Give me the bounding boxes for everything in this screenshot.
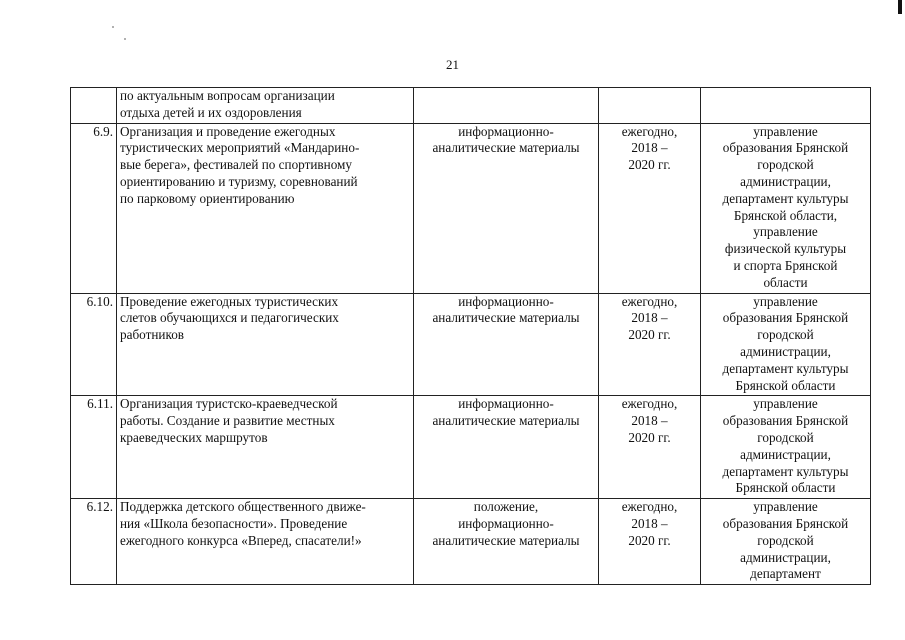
event-line: краеведческих маршрутов (120, 429, 268, 445)
form-line: аналитические материалы (432, 140, 580, 156)
activity-plan-table (70, 87, 871, 585)
responsible-line: образования Брянской (722, 140, 849, 156)
form-line: информационно- (458, 123, 554, 139)
responsible-cell (701, 499, 871, 585)
form-cell (414, 499, 599, 585)
term-line: 2020 гг. (628, 157, 671, 173)
responsible-line: Брянской области, (733, 207, 838, 223)
responsible-cell (701, 396, 871, 499)
event-cell (117, 396, 414, 499)
responsible-line: управление (753, 123, 818, 139)
responsible-line: физической культуры (724, 241, 847, 257)
scan-corner-mark (898, 0, 902, 14)
form-cell (414, 396, 599, 499)
event-line: работы. Создание и развитие местных (120, 413, 335, 429)
term-cell (599, 396, 701, 499)
term-line: 2018 – (631, 515, 668, 531)
term-cell (599, 499, 701, 585)
responsible-line: городской (757, 157, 814, 173)
term-line: ежегодно, (621, 293, 678, 309)
responsible-line: образования Брянской (722, 515, 849, 531)
item-number-cell: 6.12. (71, 499, 117, 585)
event-cell (117, 499, 414, 585)
scan-speck (124, 38, 126, 40)
event-line: вые берега», фестивалей по спортивному (120, 157, 352, 173)
event-line: Проведение ежегодных туристических (120, 293, 339, 309)
responsible-line: управление (753, 396, 818, 412)
responsible-line: Брянской области (735, 480, 836, 496)
responsible-line: области (763, 274, 808, 290)
responsible-line: городской (757, 429, 814, 445)
responsible-line: департамент (750, 566, 821, 582)
event-line: по актуальным вопросам организации (120, 88, 335, 103)
form-cell (414, 293, 599, 396)
event-line: ориентированию и туризму, соревнований (120, 173, 358, 189)
responsible-line: образования Брянской (722, 310, 849, 326)
responsible-line: управление (753, 499, 818, 515)
event-cell (117, 293, 414, 396)
responsible-line: управление (753, 293, 818, 309)
event-line: по парковому ориентированию (120, 190, 295, 206)
responsible-cell (701, 293, 871, 396)
event-line: слетов обучающихся и педагогических (120, 310, 339, 326)
responsible-line: администрации, (740, 173, 831, 189)
term-cell (599, 88, 701, 124)
term-line: 2018 – (631, 413, 668, 429)
term-line: 2018 – (631, 140, 668, 156)
term-cell (599, 123, 701, 293)
term-line: 2020 гг. (628, 532, 671, 548)
form-cell (414, 123, 599, 293)
scan-speck (112, 26, 114, 28)
table-body (71, 88, 871, 585)
form-line: аналитические материалы (432, 413, 580, 429)
responsible-cell (701, 123, 871, 293)
table-row (71, 293, 871, 396)
responsible-line: администрации, (740, 549, 831, 565)
term-line: ежегодно, (621, 396, 678, 412)
responsible-line: городской (757, 532, 814, 548)
term-line: 2018 – (631, 310, 668, 326)
form-line: аналитические материалы (432, 310, 580, 326)
term-cell (599, 293, 701, 396)
event-line: ежегодного конкурса «Вперед, спасатели!» (120, 532, 362, 548)
responsible-line: и спорта Брянской (733, 257, 838, 273)
table-row (71, 123, 871, 293)
item-number-cell (71, 88, 117, 124)
term-line: 2020 гг. (628, 327, 671, 343)
form-line: информационно- (458, 293, 554, 309)
term-line: 2020 гг. (628, 429, 671, 445)
responsible-line: администрации, (740, 343, 831, 359)
item-number-cell: 6.11. (71, 396, 117, 499)
event-line: ния «Школа безопасности». Проведение (120, 515, 348, 531)
event-line: Организация туристско-краеведческой (120, 396, 338, 412)
event-line: Организация и проведение ежегодных (120, 123, 336, 139)
event-cell (117, 123, 414, 293)
table-row (71, 88, 871, 124)
responsible-line: администрации, (740, 446, 831, 462)
responsible-cell (701, 88, 871, 124)
item-number-cell: 6.10. (71, 293, 117, 396)
form-cell (414, 88, 599, 124)
responsible-line: департамент культуры (722, 360, 849, 376)
form-line: информационно- (458, 515, 554, 531)
event-line: отдыха детей и их оздоровления (120, 104, 302, 120)
table-row (71, 396, 871, 499)
form-line: положение, (473, 499, 539, 515)
term-line: ежегодно, (621, 499, 678, 515)
table-row (71, 499, 871, 585)
event-line: Поддержка детского общественного движе- (120, 499, 366, 515)
page-number: 21 (446, 57, 459, 72)
responsible-line: управление (753, 224, 818, 240)
event-cell (117, 88, 414, 124)
responsible-line: образования Брянской (722, 413, 849, 429)
responsible-line: департамент культуры (722, 190, 849, 206)
item-number-cell: 6.9. (71, 123, 117, 293)
form-line: аналитические материалы (432, 532, 580, 548)
event-line: туристических мероприятий «Мандарино- (120, 140, 360, 156)
responsible-line: Брянской области (735, 377, 836, 393)
form-line: информационно- (458, 396, 554, 412)
responsible-line: городской (757, 327, 814, 343)
event-line: работников (120, 327, 185, 343)
term-line: ежегодно, (621, 123, 678, 139)
responsible-line: департамент культуры (722, 463, 849, 479)
